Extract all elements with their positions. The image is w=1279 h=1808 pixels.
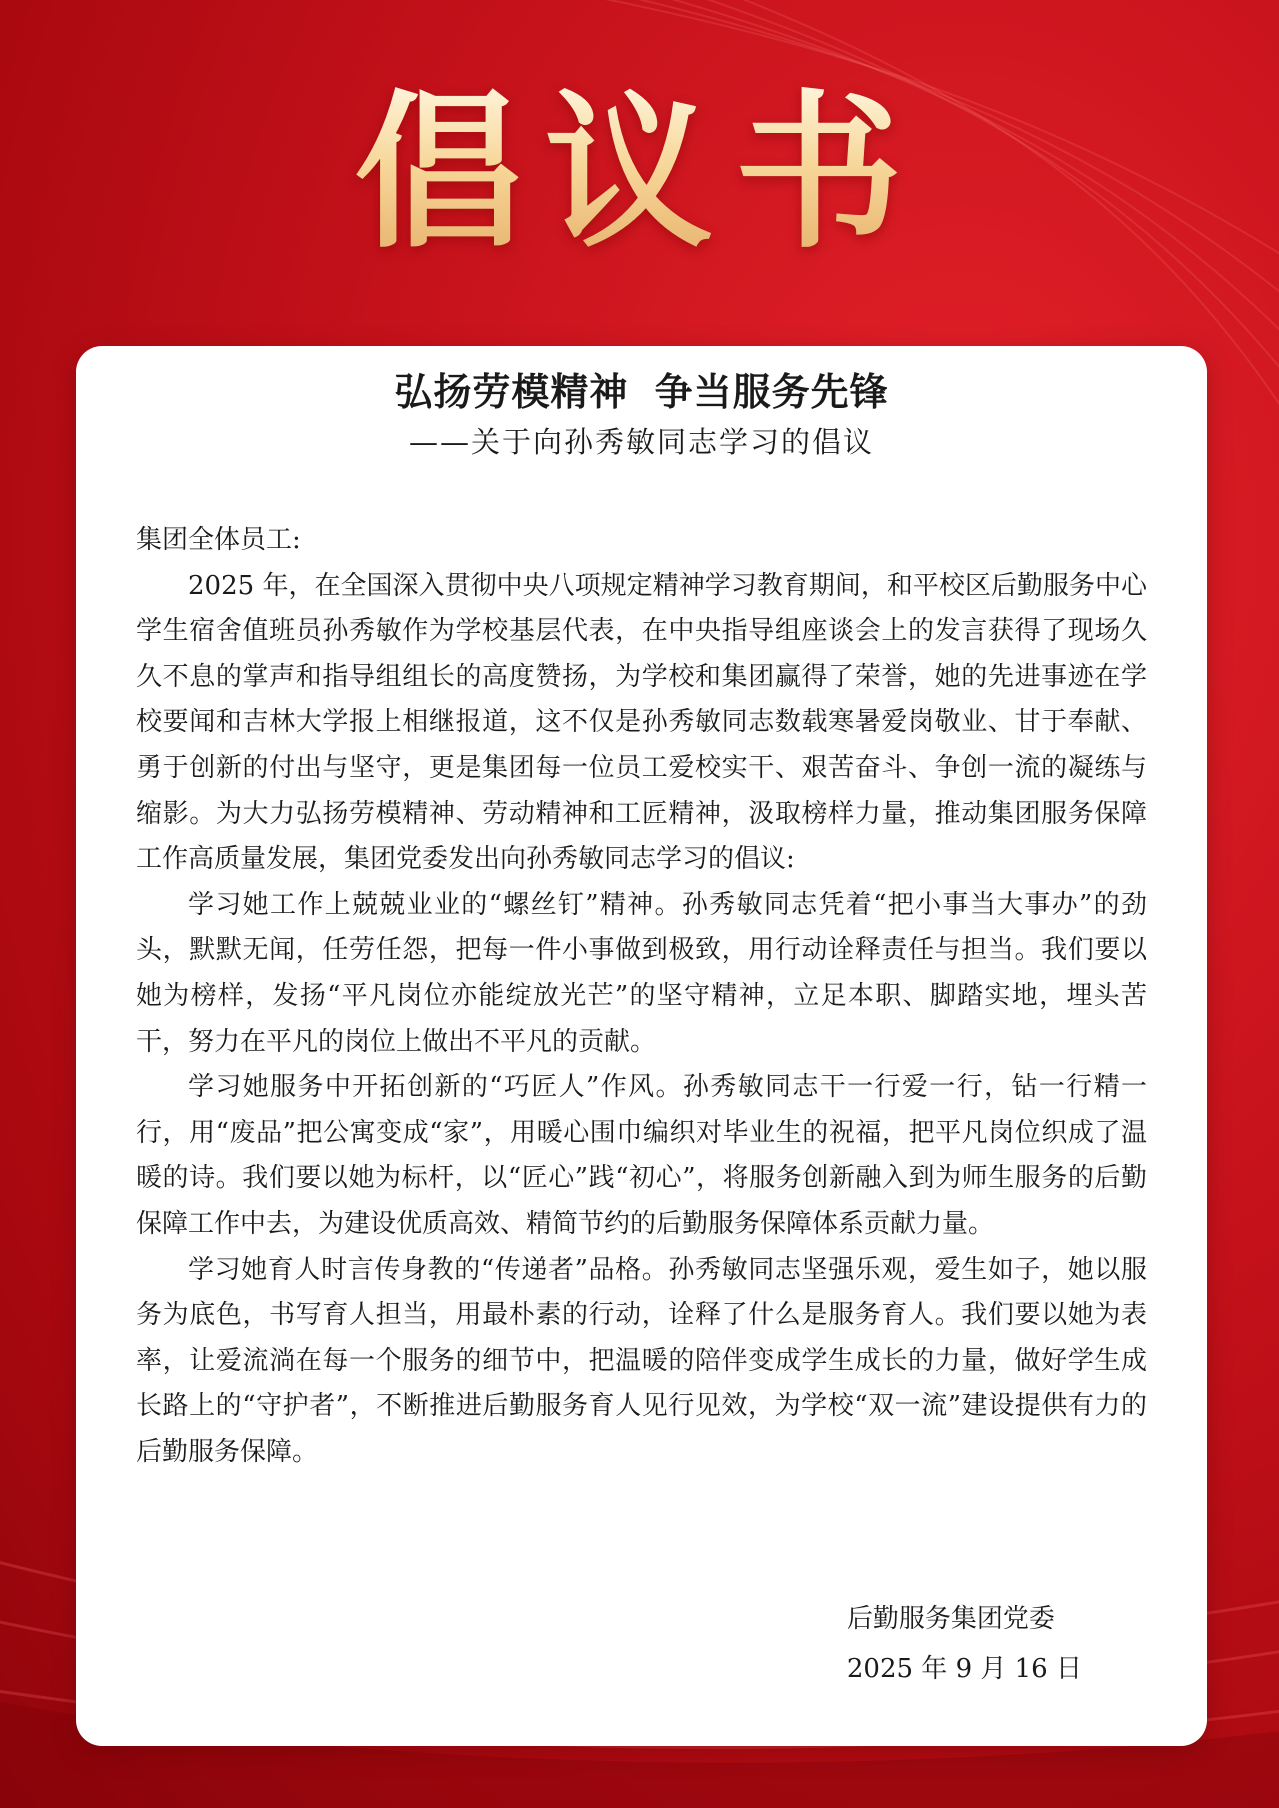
signature-date: 2025 年 9 月 16 日 [846, 1654, 1082, 1684]
letter-card [76, 346, 1207, 1746]
letter-heading: 弘扬劳模精神 争当服务先锋 [394, 369, 889, 414]
paragraph-screw-spirit: 学习她工作上兢兢业业的“螺丝钉”精神。孙秀敏同志凭着“把小事当大事办”的劲头，默默无闻，任劳任怨，把每一件小事做到极致，用行动诠释责任与担当。我们要以她为榜样，发扬“平凡岗位亦能绽放光芒”的坚守精神，立足本职、脚踏实地，埋头苦干，努力在平凡的岗位上做出不平凡的贡献。 [136, 889, 1147, 1057]
salutation: 集团全体员工: [136, 525, 301, 555]
paragraph-intro: 2025 年，在全国深入贯彻中央八项规定精神学习教育期间，和平校区后勤服务中心学生宿舍值班员孙秀敏作为学校基层代表，在中央指导组座谈会上的发言获得了现场久久不息的掌声和指导组组长的高度赞扬，为学校和集团赢得了荣誉，她的先进事迹在学校要闻和吉林大学报上相继报道，这不仅是孙秀敏同志数载寒暑爱岗敬业、甘于奉献、勇于创新的付出与坚守，更是集团每一位员工爱校实干、艰苦奋斗、争创一流的凝练与缩影。为大力弘扬劳模精神、劳动精神和工匠精神，汲取榜样力量，推动集团服务保障工作高质量发展，集团党委发出向孙秀敏同志学习的倡议: [136, 570, 1147, 875]
paragraph-transmitter-character: 学习她育人时言传身教的“传递者”品格。孙秀敏同志坚强乐观，爱生如子，她以服务为底色，书写育人担当，用最朴素的行动，诠释了什么是服务育人。我们要以她为表率，让爱流淌在每一个服务的细节中，把温暖的陪伴变成学生成长的力量，做好学生成长路上的“守护者”，不断推进后勤服务育人见行见效，为学校“双一流”建设提供有力的后勤服务保障。 [136, 1254, 1147, 1467]
paragraph-craftsman-style: 学习她服务中开拓创新的“巧匠人”作风。孙秀敏同志干一行爱一行，钻一行精一行，用“废品”把公寓变成“家”，用暖心围巾编织对毕业生的祝福，把平凡岗位织成了温暖的诗。我们要以她为标杆，以“匠心”践“初心”，将服务创新融入到为师生服务的后勤保障工作中去，为建设优质高效、精简节约的后勤服务保障体系贡献力量。 [136, 1072, 1147, 1239]
signature-organization: 后勤服务集团党委 [846, 1604, 1055, 1634]
banner-title: 倡议书 [0, 78, 1279, 268]
signature-block [847, 1594, 1082, 1694]
letter-subheading: ——关于向孙秀敏同志学习的倡议 [408, 425, 874, 459]
